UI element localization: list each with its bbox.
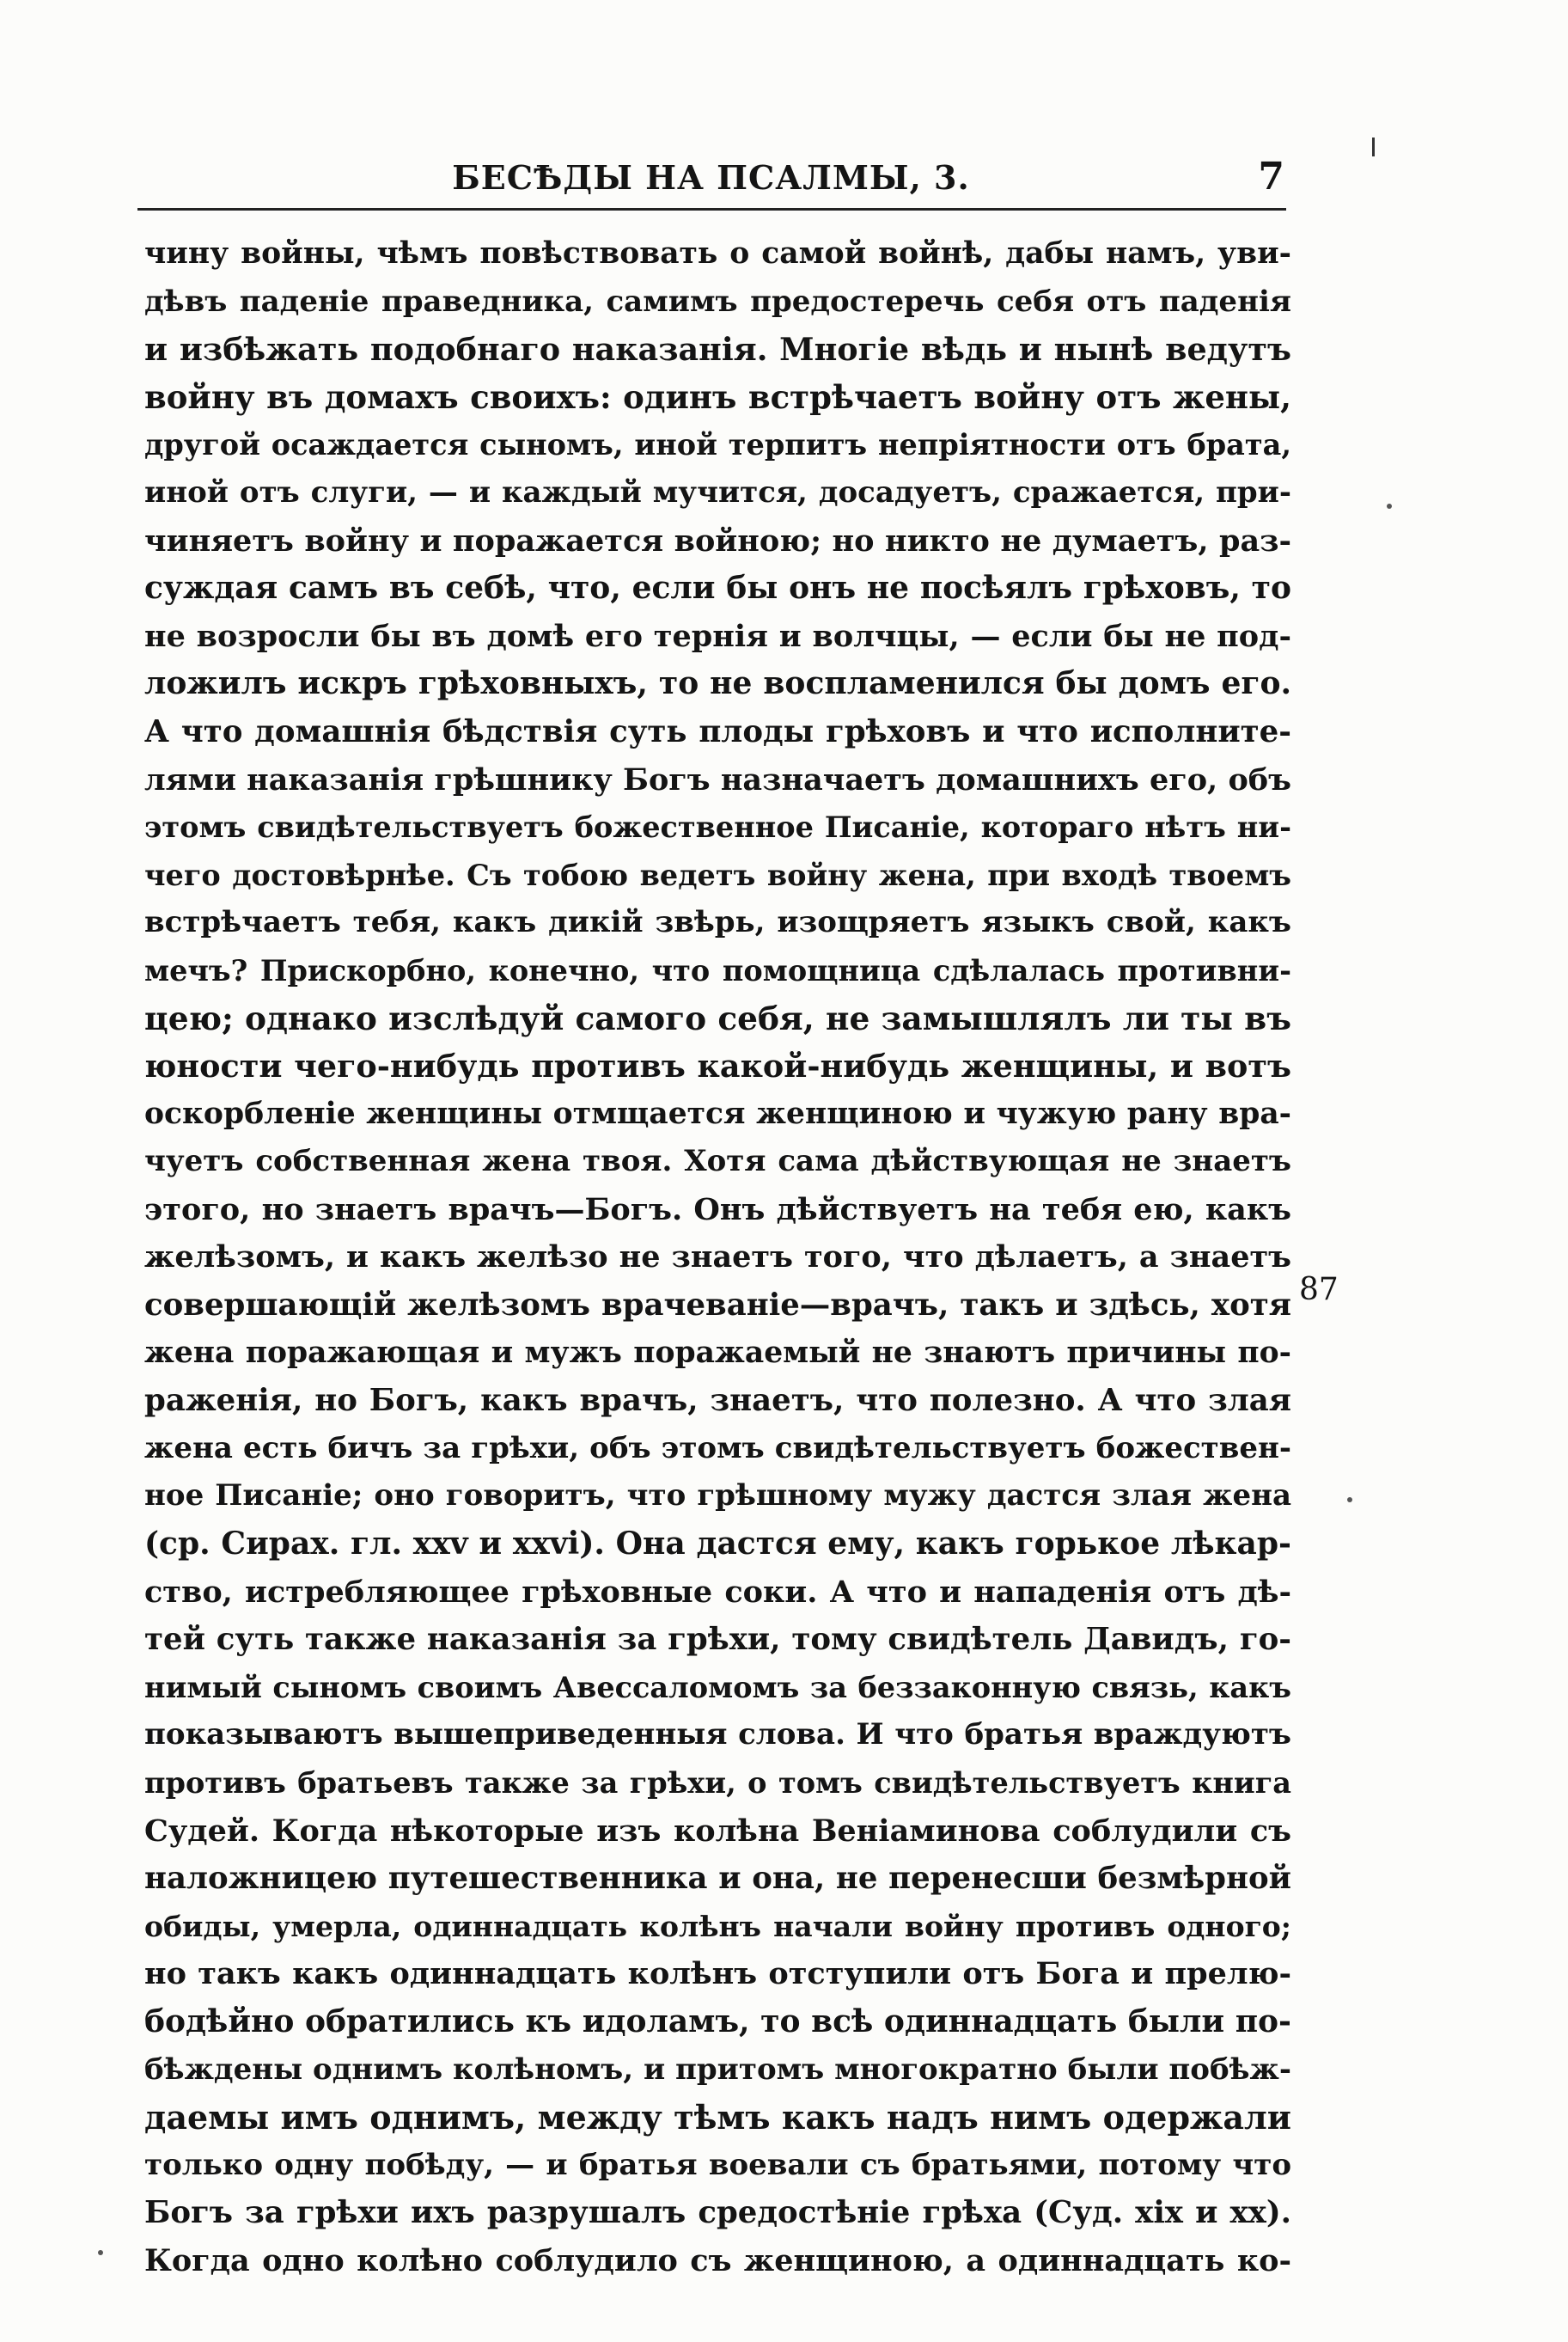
text-line: только одну побѣду, — и братья воевали съ братьями, потому что [144, 2147, 1291, 2182]
running-title: БЕСѢДЫ НА ПСАЛМЫ, 3. [452, 158, 970, 197]
text-line: даемы имъ однимъ, между тѣмъ какъ надъ нимъ одержали [144, 2098, 1291, 2137]
margin-tick-mark [1372, 138, 1375, 156]
text-line: обиды, умерла, одиннадцать колѣнъ начали войну противъ одного; [144, 1909, 1291, 1943]
print-speck [1387, 504, 1392, 509]
text-line: чего достовѣрнѣе. Съ тобою ведетъ войну жена, при входѣ твоемъ [144, 858, 1291, 892]
text-line: войну въ домахъ своихъ: одинъ встрѣчаетъ войну отъ жены, [144, 377, 1291, 416]
text-line: оскорбленіе женщины отмщается женщиною и чужую рану вра- [144, 1096, 1291, 1131]
text-line: бодѣйно обратились къ идоламъ, то всѣ одиннадцать были по- [144, 2003, 1291, 2039]
text-line: иной отъ слуги, — и каждый мучится, досадуетъ, сражается, при- [144, 474, 1291, 510]
text-line: этого, но знаетъ врачъ—Богъ. Онъ дѣйствуетъ на тебя ею, какъ [144, 1191, 1291, 1227]
text-line: жена поражающая и мужъ поражаемый не знаютъ причины по- [144, 1335, 1291, 1370]
text-line: ложилъ искръ грѣховныхъ, то не воспламенился бы домъ его. [144, 665, 1291, 702]
text-line: дѣвъ паденіе праведника, самимъ предостеречь себя отъ паденія [144, 284, 1291, 319]
text-line: ство, истребляющее грѣховные соки. А что и нападенія отъ дѣ- [144, 1574, 1291, 1610]
text-line: юности чего-нибудь противъ какой-нибудь женщины, и вотъ [144, 1048, 1291, 1085]
text-line: тей суть также наказанія за грѣхи, тому свидѣтель Давидъ, го- [144, 1622, 1291, 1658]
text-line: не возросли бы въ домѣ его тернія и волчцы, — если бы не под- [144, 618, 1291, 654]
text-line: наложницею путешественника и она, не перенесши безмѣрной [144, 1861, 1291, 1897]
header-rule [137, 208, 1286, 211]
body-text [144, 230, 1291, 2285]
text-line: противъ братьевъ также за грѣхи, о томъ свидѣтельствуетъ книга [144, 1766, 1291, 1800]
running-header [137, 155, 1284, 206]
text-line: (ср. Сирах. гл. xxv и xxvi). Она дастся ему, какъ горькое лѣкар- [144, 1526, 1291, 1562]
text-line: ное Писаніе; оно говоритъ, что грѣшному мужу дастся злая жена [144, 1478, 1291, 1513]
text-line: раженія, но Богъ, какъ врачъ, знаетъ, что полезно. А что злая [144, 1383, 1291, 1419]
text-line: А что домашнія бѣдствія суть плоды грѣховъ и что исполните- [144, 713, 1291, 749]
text-line: этомъ свидѣтельствуетъ божественное Писаніе, котораго нѣтъ ни- [144, 810, 1291, 845]
text-line: Богъ за грѣхи ихъ разрушалъ средостѣніе грѣха (Суд. xix и xx). [144, 2195, 1291, 2231]
text-line: жена есть бичъ за грѣхи, объ этомъ свидѣтельствуетъ божествен- [144, 1430, 1291, 1465]
text-line: нимый сыномъ своимъ Авессаломомъ за беззаконную связь, какъ [144, 1670, 1291, 1704]
text-line: совершающій желѣзомъ врачеваніе—врачъ, такъ и здѣсь, хотя [144, 1287, 1291, 1324]
text-line: лями наказанія грѣшнику Богъ назначаетъ домашнихъ его, объ [144, 761, 1291, 798]
page-number: 7 [1258, 155, 1284, 199]
text-line: Судей. Когда нѣкоторые изъ колѣна Веніаминова соблудили съ [144, 1813, 1291, 1849]
margin-reference-number: 87 [1299, 1272, 1339, 1307]
text-line: желѣзомъ, и какъ желѣзо не знаетъ того, что дѣлаетъ, а знаетъ [144, 1239, 1291, 1275]
text-line: и избѣжать подобнаго наказанія. Многіе вѣдь и нынѣ ведутъ [144, 331, 1291, 369]
text-line: бѣждены однимъ колѣномъ, и притомъ многократно были побѣж- [144, 2052, 1291, 2087]
text-line: встрѣчаетъ тебя, какъ дикій звѣрь, изощряетъ языкъ свой, какъ [144, 905, 1291, 940]
text-line: другой осаждается сыномъ, иной терпитъ непріятности отъ брата, [144, 428, 1291, 462]
print-speck [98, 2250, 103, 2255]
text-line: суждая самъ въ себѣ, что, если бы онъ не посѣялъ грѣховъ, то [144, 570, 1291, 607]
text-line: мечъ? Прискорбно, конечно, что помощница сдѣлалась противни- [144, 953, 1291, 988]
text-line: цею; однако изслѣдуй самого себя, не замышлялъ ли ты въ [144, 999, 1291, 1037]
text-line: показываютъ вышеприведенныя слова. И что братья враждуютъ [144, 1717, 1291, 1752]
text-line: чину войны, чѣмъ повѣствовать о самой войнѣ, дабы намъ, уви- [144, 236, 1291, 271]
text-line: чиняетъ войну и поражается войною; но никто не думаетъ, раз- [144, 523, 1291, 559]
text-line: но такъ какъ одиннадцать колѣнъ отступили отъ Бога и прелю- [144, 1956, 1291, 1992]
print-speck [1347, 1497, 1352, 1502]
text-line: Когда одно колѣно соблудило съ женщиною, а одиннадцать ко- [144, 2242, 1291, 2278]
text-line: чуетъ собственная жена твоя. Хотя сама дѣйствующая не знаетъ [144, 1144, 1291, 1179]
